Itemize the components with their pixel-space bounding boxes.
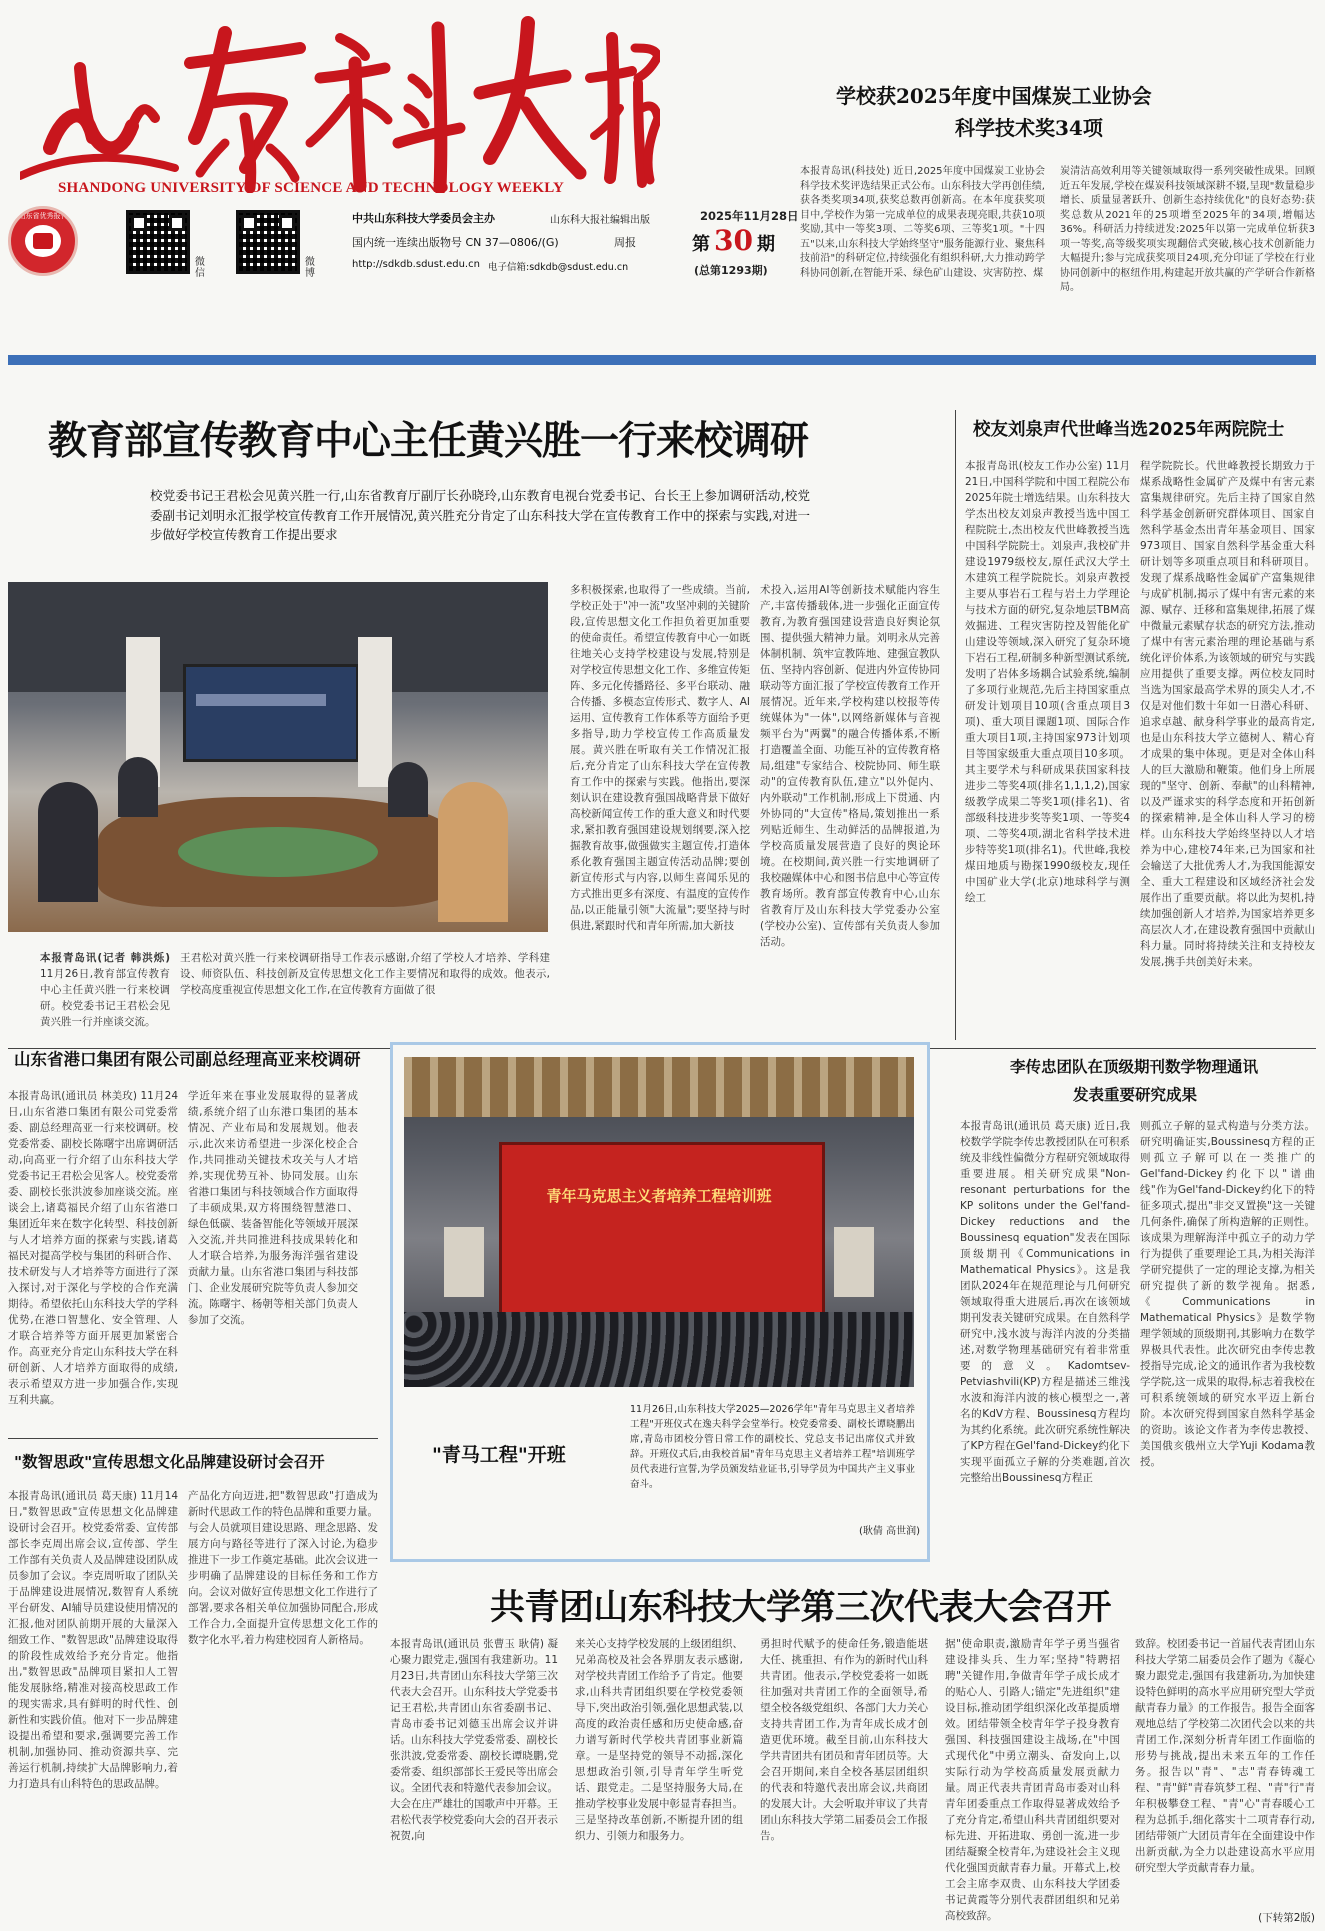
lead-body-1-text: 11月26日,教育部宣传教育中心主任黄兴胜一行来校调研。校党委书记王君松会见黄兴胜一行并座谈交流。 bbox=[40, 968, 170, 1028]
award-badge bbox=[8, 206, 78, 276]
youth-col-5: 致辞。校团委书记一首届代表青团山东科技大学第二届委员会作了题为《凝心聚力跟党走,强国有我建新功,为加快建设特色鲜明的高水平应用研究型大学贡献青春力量》的工作报告。报告全面客观地总结了学校第二次团代会以来的共青团工作,深刻分析青年团工作面临的形势与挑战,提出未来五年的工作任务。报告以"青"、"志"青春铸魂工程、"青"鲜"青春筑梦工程、"青"行"青年积极攀登工程、"青"心"青春暖心工程为总抓手,细化落实十二项青春行动,团结带领广大团员青年在全面建设中作出新贡献,为全力以赴建设高水平应用研究型大学贡献青春力量。 bbox=[1135, 1638, 1315, 1874]
youth-headline: 共青团山东科技大学第三次代表大会召开 bbox=[490, 1588, 1112, 1628]
sponsor-text: 中共山东科技大学委员会主办 bbox=[352, 212, 495, 225]
editor-text: 山东科大报社编辑出版 bbox=[550, 215, 650, 226]
port-headline: 山东省港口集团有限公司副总经理高亚来校调研 bbox=[14, 1050, 361, 1069]
top-story-col-2: 炭清洁高效利用等关键领域取得一系列突破性成果。回顾近五年发展,学校在煤炭科技领域深耕不辍,呈现"数量稳步增长、质量显著跃升、创新生态持续优化"的良好态势:获奖总数从2021年的25项增至2025年的34项,增幅达36%。科研活力持续迸发:2025年以第一完成单位斩获3项一等奖,高等级奖项实现翻倍式突破,核心技术创新能力大幅提升;参与完成获奖项目24项,充分印证了学校在行业协同创新中的枢纽作用,构建起开放共赢的产学研合作新格局。 bbox=[1060, 166, 1315, 293]
youth-col-3: 勇担时代赋予的使命任务,锻造能堪大任、挑重担、有作为的新时代山科共青团。他表示,学校党委将一如既往加强对共青团工作的全面领导,希望全校各级党组织、各部门大力关心支持共青团工作,为青年成长成才创造更优环境。截至目前,山东科技大学共青团共有团员和青年团员等。大会召开期间,来自全校各基层团组织的代表和特邀代表出席会议,共商团的发展大计。大会听取并审议了共青团山东科技大学第二届委员会工作报告。 bbox=[760, 1638, 928, 1842]
qr-code-weibo bbox=[236, 210, 300, 274]
total-issue: (总第1293期) bbox=[694, 264, 768, 277]
lead-byline: 本报青岛讯(记者 韩洪烁) bbox=[40, 952, 170, 964]
youth-col-1: 本报青岛讯(通讯员 张曹玉 耿倩) 凝心聚力跟党走,强国有我建新功。11月23日,共青团山东科技大学第三次代表大会召开。山东科技大学党委书记王君松,共青团山东省委副书记、青岛市委书记刘德玉出席会议并讲话。山东科技大学党委常委、副校长张洪波,党委常委、副校长谭晓鹏,党委常委、组织部部长王爱民等出席会议。全团代表和特邀代表参加会议。大会在庄严雄壮的国歌声中开幕。王君松代表学校党委向大会的召开表示祝贺,向 bbox=[390, 1638, 558, 1842]
url-link[interactable]: http://sdkdb.sdust.edu.cn bbox=[352, 259, 480, 270]
youth-col-2: 来关心支持学校发展的上级团组织、兄弟高校及社会各界朋友表示感谢,对学校共青团工作给予了肯定。他要求,山科共青团组织要在学校党委领导下,突出政治引领,强化思想武装,以高度的政治责任感和历史使命感,奋力谱写新时代学校共青团事业新篇章。一是坚持党的领导不动摇,深化思想政治引领,引导青年学生听党话、跟党走。二是坚持服务大局,在推动学校事业发展中彰显青春担当。三是坚持改革创新,不断提升团的组织力、引领力和服务力。 bbox=[575, 1638, 743, 1842]
alumni-col-1: 本报青岛讯(校友工作办公室) 11月21日,中国科学院和中国工程院公布2025年院士增选结果。山东科技大学杰出校友刘泉声教授当选中国工程院院士,杰出校友代世峰教授当选中国科学院院士。刘泉声,我校矿井建设1979级校友,原任武汉大学土木建筑工程学院院长。刘泉声教授主要从事岩石工程与岩土力学理论与技术方面的研究,复杂地层TBM高效掘进、工程灾害防控及智能化矿山建设等领域,深入研究了复杂环境下岩石工程,研制多种新型测试系统,发明了岩体多场耦合试验系统,编制了多项行业规范,先后主持国家重点研发计划项目10项(含重点项目3项)、重大项目课题1项、国际合作重大项目1项,主持国家973计划项目等国家级重大重点项目10多项。其主要学术与科研成果获国家科技进步二等奖4项(排名1,1,1,2),国家级教学成果二等奖1项(排名1)、省部级科技进步奖等奖1项、一等奖4项、二等奖4项,湖北省科学技术进步特等奖1项(排名1)。代世峰,我校煤田地质与勘探1990级校友,现任中国矿业大学(北京)地球科学与测绘工 bbox=[965, 460, 1130, 904]
frequency-text: 周报 bbox=[614, 236, 636, 249]
top-story-headline-1: 学校获2025年度中国煤炭工业协会 bbox=[836, 84, 1152, 108]
alumni-col-2: 程学院院长。代世峰教授长期致力于煤系战略性金属矿产及煤中有害元素富集规律研究。先后主持了国家自然科学基金创新研究群体项目、国家自然科学基金杰出青年基金项目、国家973项目、国家自然科学基金重大科研计划等多项重点项目和科研项目。发现了煤系战略性金属矿产富集规律与成矿机制,揭示了煤中有害元素的来源、赋存、迁移和富集规律,拓展了煤中微量元素赋存状态的研究方法,推动了煤中有害元素治理的理论基础与系统化评价体系,为该领域的研究与实践应用提供了重要支撑。两位校友同时当选为国家最高学术界的顶尖人才,不仅是对他们数十年如一日潜心科研、追求卓越、献身科学事业的最高肯定,也是山东科技大学立德树人、精心育才成果的集中体现。更是对全体山科人的巨大激励和鞭策。他们身上所展现的"坚守、创新、奉献"的山科精神,以及严谨求实的科学态度和开拓创新的探索精神,是全体山科人学习的榜样。山东科技大学始终坚持以人才培养为中心,建校74年来,已为国家和社会输送了大批优秀人才,为我国能源安全、重大工程建设和区域经济社会发展作出了重要贡献。将以此为契机,持续加强创新人才培养,为国家培养更多高层次人才,在建设教育强国中贡献山科力量。同时将持续关注和支持校友发展,携手共创美好未来。 bbox=[1140, 460, 1315, 968]
masthead-subtitle-en: SHANDONG UNIVERSITY OF SCIENCE AND TECHNOLOGY WEEKLY bbox=[58, 180, 565, 196]
lead-col-a: 多积极探索,也取得了一些成绩。当前,学校正处于"冲一流"攻坚冲刺的关键阶段,宣传思想文化工作担负着更加重要的使命责任。希望宣传教育中心一如既往地关心支持学校建设与发展,特别是对学校宣传思想文化工作、多维宣传矩阵、多元化传播路径、多平台联动、融合传播、多模态宣传形式、数字人、AI运用、宣传教育工作体系等方面给予更多指导,助力学校宣传工作高质量发展。黄兴胜在听取有关工作情况汇报后,充分肯定了山东科技大学在宣传教育工作中的探索与实践。他指出,要深刻认识在建设教育强国战略背景下做好高校新闻宣传工作的重大意义和时代要求,紧扣教育强国建设规划纲要,深入挖掘教育故事,做强做实主题宣传,打造体系化教育强国主题宣传活动品牌;要创新宣传形式与内容,以师生喜闻乐见的方式推出更多有深度、有温度的宣传作品,以正能量引领"大流量";要坚持与时俱进,紧跟时代和青年所需,加大新技 bbox=[570, 584, 750, 932]
ideology-col-1: 本报青岛讯(通讯员 葛天康) 11月14日,"数智思政"宣传思想文化品牌建设研讨会召开。校党委常委、宣传部部长李克周出席会议,宣传部、学生工作部有关负责人及品牌建设团队成员参加了会议。李克周听取了团队关于品牌建设进展情况,数智育人系统平台研发、AI辅导员建设使用情况的汇报,他对团队前期开展的大量深入细致工作、"数智思政"品牌建设取得的阶段性成效给予充分肯定。他指出,"数智思政"品牌项目紧扣人工智能发展脉络,精准对接高校思政工作的现实需求,具有鲜明的时代性、创新性和实践价值。他对下一步品牌建设提出希望和要求,强调要完善工作机制,加强协同、推动资源共享、完善运行机制,持续扩大品牌影响力,着力打造具有山科特色的思政品牌。 bbox=[8, 1490, 178, 1790]
math-col-2: 则孤立子解的显式构造与分类方法。研究明确证实,Boussinesq方程的正则孤立子解可以在一类推广的Gel'fand-Dickey约化下以"谱曲线"作为Gel'fand-Dickey约化下的特征多项式,提出"非交叉置换"这一关键几何条件,确保了所构造解的正则性。该成果为理解海洋中孤立子的动力学行为提供了重要理论工具,为相关海洋学研究提供了一定的理论支撑,为相关研究提供了新的数学视角。据悉,《Communications in Mathematical Physics》是数学物理学领域的顶级期刊,其影响力在数学界极具代表性。此次研究由李传忠教授指导完成,论文的通讯作者为我校数学学院,这一成果的取得,标志着我校在可积系统领域的研究水平迈上新台阶。本次研究得到国家自然科学基金的资助。该论文作者为李传忠教授、美国俄亥俄州立大学Yuji Kodama教授。 bbox=[1140, 1120, 1315, 1468]
lead-deck: 校党委书记王君松会见黄兴胜一行,山东省教育厅副厅长孙晓玲,山东教育电视台党委书记、台长王上参加调研活动,校党委副书记刘明永汇报学校宣传教育工作开展情况,黄兴胜充分肯定了山东科技大学在宣传教育工作中的探索与实践,对进一步做好学校宣传教育工作提出要求 bbox=[150, 488, 810, 542]
qingma-caption: 11月26日,山东科技大学2025—2026学年"青年马克思主义者培养工程"开班仪式在逸夫科学会堂举行。校党委常委、副校长谭晓鹏出席,青岛市团校分管日常工作的副校长、党总支书记出席仪式并致辞。开班仪式后,由我校首届"青年马克思主义者培养工程"培训班学员代表进行宣誓,为学员颁发结业证书,引导学员为中国共产主义事业奋斗。 bbox=[630, 1404, 915, 1490]
issue-suffix: 期 bbox=[756, 234, 775, 255]
qr-label-wechat: 微信 bbox=[195, 257, 205, 279]
issue-label: 第 bbox=[692, 234, 710, 255]
top-story-col-1: 本报青岛讯(科技处) 近日,2025年度中国煤炭工业协会科学技术奖评选结果正式公布。山东科技大学再创佳绩,获各类奖项34项,获奖总数再创新高。在本年度获奖项目中,学校作为第一完成单位的成果表现亮眼,共获10项奖励,其中一等奖3项、二等奖6项、三等奖1项。"十四五"以来,山东科技大学始终坚守"服务能源行业、聚焦科技前沿"的科研定位,持续强化有组织科研,大力推动跨学科协同创新,在智能开采、绿色矿山建设、灾害防控、煤 bbox=[800, 166, 1045, 279]
top-story-headline-2: 科学技术奖34项 bbox=[955, 116, 1103, 140]
qingma-credit: (耿倩 高世润) bbox=[859, 1526, 920, 1537]
award-badge-text: 山东省优秀报刊 bbox=[18, 212, 68, 220]
meeting-photo bbox=[8, 582, 548, 932]
cn-code-text: 国内统一连续出版物号 CN 37—0806/(G) bbox=[352, 236, 559, 249]
qingma-photo bbox=[404, 1057, 914, 1387]
qingma-screen-text: 青年马克思主义者培养工程培训班 bbox=[546, 1187, 772, 1205]
email-link[interactable]: 电子信箱:sdkdb@sdust.edu.cn bbox=[488, 262, 629, 273]
lead-body-2: 王君松对黄兴胜一行来校调研指导工作表示感谢,介绍了学校人才培养、学科建设、师资队伍、科技创新及宣传思想文化工作主要情况和取得的成效。他表示,学校高度重视宣传思想文化工作,在宣传教育方面做了很 bbox=[180, 952, 550, 996]
qingma-title: "青马工程"开班 bbox=[432, 1444, 566, 1466]
port-col-2: 学近年来在事业发展取得的显著成绩,系统介绍了山东港口集团的基本情况、产业布局和发展规划。他表示,此次来访希望进一步深化校企合作,共同推动关键技术攻关与人才培养,实现优势互补、协同发展。山东省港口集团与科技领域合作方面取得了丰硕成果,双方将围绕智慧港口、绿色低碳、装备智能化等领域开展深入交流,并共同推进科技成果转化和人才联合培养,为服务海洋强省建设贡献力量。山东省港口集团与科技部门、企业发展研究院等负责人参加交流。陈曙宇、杨朝等相关部门负责人参加了交流。 bbox=[188, 1090, 358, 1326]
math-col-1: 本报青岛讯(通讯员 葛天康) 近日,我校数学学院李传忠教授团队在可积系统及非线性偏微分方程研究领域取得重要进展。相关研究成果"Non-resonant perturbations for the KP solitons under the Gel'fand-Dickey reductions and the Boussinesq equation"发表在国际顶级期刊《Communications in Mathematical Physics》。这是我团队2024年在规范理论与几何研究领域取得重大进展后,再次在该领域期刊发表关键研究成果。在自然科学研究中,浅水波与海洋内波的分类描述,对数学物理基础研究有着非常重要的意义。Kadomtsev-Petviashvili(KP)方程是描述三维浅水波和海洋内波的核心模型之一,著名的KdV方程、Boussinesq方程均为其约化系统。此次研究系统性解决了KP方程在Gel'fand-Dickey约化下实现平面孤立子解的分类难题,首次完整给出Boussinesq方程正 bbox=[960, 1120, 1130, 1484]
section-divider-ideology bbox=[8, 1438, 378, 1439]
math-headline-1: 李传忠团队在顶级期刊数学物理通讯 bbox=[1010, 1058, 1259, 1076]
lead-col-b: 术投入,运用AI等创新技术赋能内容生产,丰富传播载体,进一步强化正面宣传教育,为教育强国建设营造良好舆论氛围、提供强大精神力量。刘明永从完善体制机制、筑牢宣教阵地、建强宣教队伍、坚持内容创新、促进内外宣传协同联动等方面汇报了学校宣传教育工作开展情况。近年来,学校构建以校报等传统媒体为"一体",以网络新媒体与音视频平台为"两翼"的融合传播体系,不断打造覆盖全面、功能互补的宣传教育格局,组建"专家结合、校院协同、师生联动"的宣传教育队伍,建立"以外促内、内外联动"工作机制,形成上下贯通、内外协同的"大宣传"格局,策划推出一系列贴近师生、生动鲜活的品牌报道,为学校高质量发展营造了良好的舆论环境。在校期间,黄兴胜一行实地调研了我校融媒体中心和图书信息中心等宣传教育场所。教育部宣传教育中心,山东省教育厅及山东科技大学党委办公室(学校办公室)、宣传部有关负责人参加活动。 bbox=[760, 584, 940, 948]
math-headline-2: 发表重要研究成果 bbox=[1073, 1086, 1198, 1104]
issue-num: 30 bbox=[714, 224, 753, 257]
ideology-headline: "数智思政"宣传思想文化品牌建设研讨会召开 bbox=[14, 1453, 325, 1471]
qr-label-weibo: 微博 bbox=[305, 257, 315, 279]
lead-body-1 bbox=[40, 950, 170, 1040]
qr-code-wechat bbox=[126, 210, 190, 274]
continued-note: (下转第2版) bbox=[1258, 1912, 1315, 1924]
lead-headline: 教育部宣传教育中心主任黄兴胜一行来校调研 bbox=[48, 419, 809, 464]
issue-number bbox=[692, 224, 775, 257]
alumni-headline: 校友刘泉声代世峰当选2025年两院院士 bbox=[973, 420, 1285, 440]
column-divider-right bbox=[955, 410, 956, 1040]
masthead-calligraphy bbox=[20, 8, 660, 193]
issue-date: 2025年11月28日 bbox=[700, 209, 799, 223]
port-col-1: 本报青岛讯(通讯员 林美玫) 11月24日,山东省港口集团有限公司党委常委、副总经理高亚一行来校调研。校党委常委、副校长陈曙宇出席调研活动,向高亚一行介绍了山东科技大学党委书记王君松会见客人。校党委常委、副校长张洪波参加座谈交流。座谈会上,诸葛福民介绍了山东省港口集团近年来在数字化转型、科技创新与人才培养方面的探索与实践,诸葛福民对提高学校与集团的科研合作、技术研发与人才培养等方面进行了深入探讨,对于深化与学校的合作充满期待。希望依托山东科技大学的学科优势,在港口智慧化、安全管理、人才联合培养等方面开展更加紧密合作。高亚充分肯定山东科技大学在科研创新、人才培养方面取得的成绩,表示希望双方进一步加强合作,实现互利共赢。 bbox=[8, 1090, 178, 1406]
masthead-divider bbox=[8, 355, 1316, 365]
youth-col-4: 据"使命职责,激励青年学子勇当强省建设排头兵、生力军;坚持"特聘招聘"关键作用,争做青年学子成长成才的贴心人、引路人;锚定"先进组织"建设目标,推动团学组织深化改革提质增效。团结带领全校青年学子投身教育强国、科技强国建设主战场,在"中国式现代化"中勇立潮头、奋发向上,以实际行动为学校高质量发展贡献力量。周正代表共青团青岛市委对山科青年团委重点工作取得显著成效给予了充分肯定,希望山科共青团组织要对标先进、开拓进取、勇创一流,进一步团结凝聚全校青年,为建设社会主义现代化强国贡献青春力量。开幕式上,校工会主席李双贵、山东科技大学团委书记黄霞等分别代表群团组织和兄弟高校致辞。 bbox=[945, 1638, 1120, 1922]
ideology-col-2: 产品化方向迈进,把"数智思政"打造成为新时代思政工作的特色品牌和重要力量。与会人员就项目建设思路、理念思路、发展方向与路径等进行了深入讨论,为稳步推进下一步工作奠定基础。此次会议进一步明确了品牌建设的目标任务和工作方向。会议对做好宣传思想文化工作进行了部署,要求各相关单位加强协同配合,形成工作合力,全面提升宣传思想文化工作的数字化水平,着力构建校园育人新格局。 bbox=[188, 1490, 378, 1646]
masthead-logo bbox=[20, 8, 660, 193]
